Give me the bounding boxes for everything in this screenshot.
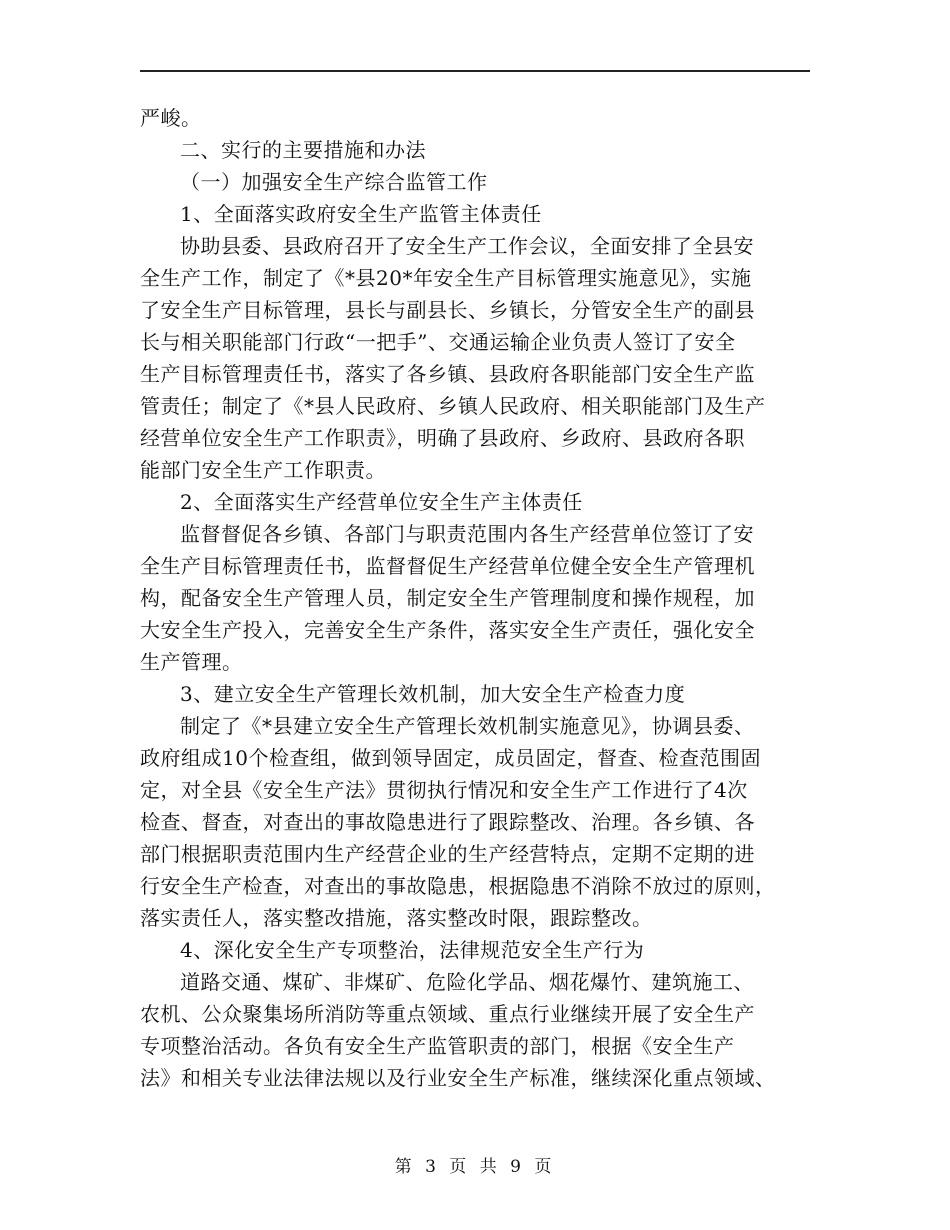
text-line: 制定了《*县建立安全生产管理长效机制实施意见》，协调县委、 (180, 714, 755, 738)
text-line: （一）加强安全生产综合监管工作 (180, 170, 488, 194)
text-line: 经营单位安全生产工作职责》，明确了县政府、乡政府、县政府各职 (140, 426, 745, 450)
text-line: 大安全生产投入，完善安全生产条件，落实安全生产责任，强化安全 (140, 618, 755, 642)
text-line: 1、全面落实政府安全生产监管主体责任 (180, 202, 542, 226)
text-line: 落实责任人，落实整改措施，落实整改时限，跟踪整改。 (140, 906, 653, 930)
text-line: 道路交通、煤矿、非煤矿、危险化学品、烟花爆竹、建筑施工、 (180, 970, 754, 994)
text-line: 政府组成10个检查组，做到领导固定，成员固定，督查、检查范围固 (140, 746, 761, 770)
text-line: 严峻。 (140, 106, 202, 130)
text-line: 3、建立安全生产管理长效机制，加大安全生产检查力度 (180, 682, 686, 706)
text-line: 农机、公众聚集场所消防等重点领域、重点行业继续开展了安全生产 (140, 1002, 755, 1026)
text-line: 全生产工作，制定了《*县20*年安全生产目标管理实施意见》，实施 (140, 266, 752, 290)
text-line: 二、实行的主要措施和办法 (180, 138, 426, 162)
text-line: 能部门安全生产工作职责。 (140, 458, 386, 482)
text-line: 4、深化安全生产专项整治，法律规范安全生产行为 (180, 938, 645, 962)
text-line: 全生产目标管理责任书，监督督促生产经营单位健全安全生产管理机 (140, 554, 755, 578)
text-line: 长与相关职能部门行政“一把手”、交通运输企业负责人签订了安全 (140, 330, 736, 354)
text-line: 了安全生产目标管理，县长与副县长、乡镇长，分管安全生产的副县 (140, 298, 755, 322)
text-line: 检查、督查，对查出的事故隐患进行了跟踪整改、治理。各乡镇、各 (140, 810, 755, 834)
document-body (140, 102, 812, 1094)
text-line: 部门根据职责范围内生产经营企业的生产经营特点，定期不定期的进 (140, 842, 755, 866)
text-line: 生产目标管理责任书，落实了各乡镇、县政府各职能部门安全生产监 (140, 362, 755, 386)
text-line: 2、全面落实生产经营单位安全生产主体责任 (180, 490, 583, 514)
page-footer: 第 3 页 共 9 页 (394, 1157, 556, 1177)
text-line: 定，对全县《安全生产法》贯彻执行情况和安全生产工作进行了4次 (140, 778, 748, 802)
text-line: 协助县委、县政府召开了安全生产工作会议，全面安排了全县安 (180, 234, 754, 258)
text-line: 法》和相关专业法律法规以及行业安全生产标准，继续深化重点领域、 (140, 1066, 776, 1090)
text-line: 构，配备安全生产管理人员，制定安全生产管理制度和操作规程，加 (140, 586, 755, 610)
text-line: 管责任；制定了《*县人民政府、乡镇人民政府、相关职能部门及生产 (140, 394, 766, 418)
header-rule (140, 70, 810, 72)
text-line: 专项整治活动。各负有安全生产监管职责的部门，根据《安全生产 (140, 1034, 735, 1058)
text-line: 生产管理。 (140, 650, 243, 674)
text-line: 行安全生产检查，对查出的事故隐患，根据隐患不消除不放过的原则， (140, 874, 776, 898)
text-line: 监督督促各乡镇、各部门与职责范围内各生产经营单位签订了安 (180, 522, 754, 546)
